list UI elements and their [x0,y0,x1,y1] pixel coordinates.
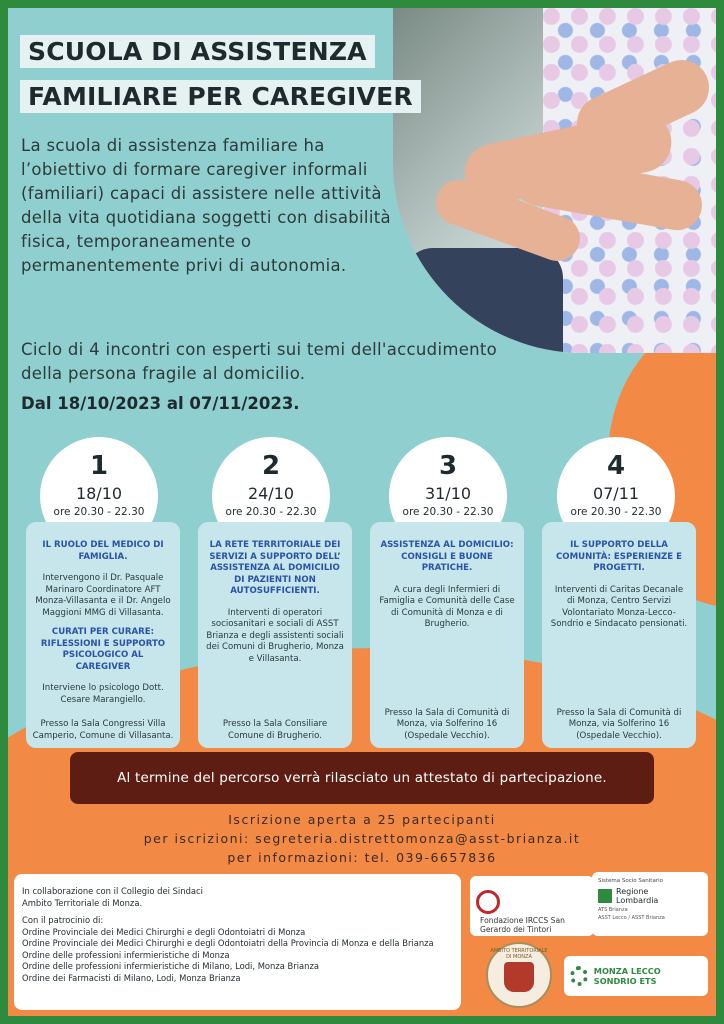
registration-phone[interactable]: per informazioni: tel. 039-6657836 [227,850,497,865]
session-3-circle: 3 31/10 ore 20.30 - 22.30 [389,437,507,555]
cycle-text: Ciclo di 4 incontri con esperti sui temi dell'accudimento della persona fragile al domicilio. [21,340,498,383]
session-3-card: ASSISTENZA AL DOMICILIO: CONSIGLI E BUONE PRATICHE. A cura degli Infermieri di Famiglia e Comunità delle Case di Comunità di Monza e di Brugherio. Presso la Sala di Comunità di Monza, via Solferino 16 (Ospedale Vecchio). [370,522,524,748]
patron-item: Ordine dei Farmacisti di Milano, Lodi, Monza Brianza [22,972,241,983]
session-1-circle: 1 18/10 ore 20.30 - 22.30 [40,437,158,555]
ambito-territoriale-seal: AMBITO TERRITORIALE DI MONZA [480,940,556,1010]
crown-icon [504,962,534,992]
patron-item: Ordine Provinciale dei Medici Chirurghi e degli Odontoiatri della Provincia di Monza e della Brianza [22,938,434,948]
irccs-logo: Fondazione IRCCS San Gerardo dei Tintori [470,876,594,936]
regione-lombardia-icon [598,889,612,903]
certificate-banner: Al termine del percorso verrà rilasciato un attestato di partecipazione. [70,752,654,804]
date-range: Dal 18/10/2023 al 07/11/2023. [21,394,300,413]
session-2-circle: 2 24/10 ore 20.30 - 22.30 [212,437,330,555]
patron-item: Ordine delle professioni infermieristiche di Monza [22,949,230,960]
patron-item: Ordine Provinciale dei Medici Chirurghi e degli Odontoiatri di Monza [22,926,306,937]
csv-gear-icon [570,966,588,986]
intro-text: La scuola di assistenza familiare ha l’obiettivo di formare caregiver informali (familiari) capaci di assistere nelle attività della vita quotidiana soggetti con disabilità fisica, temporaneamente o permanentemente privi di autonomia. [21,136,391,275]
session-4-circle: 4 07/11 ore 20.30 - 22.30 [557,437,675,555]
session-1-card: IL RUOLO DEL MEDICO DI FAMIGLIA. Intervengono il Dr. Pasquale Marinaro Coordinatore AFT Monza-Villasanta e il Dr. Angelo Maggioni MMG di Villasanta. CURATI PER CURARE: RIFLESSIONI E SUPPORTO PSICOLOGICO AL CAREGIVER Interviene lo psicologo Dott. Cesare Marangiello. Presso la Sala Congressi Villa Camperio, Comune di Villasanta. [26,522,180,748]
regione-lombardia-logo: Sistema Socio Sanitario Regione Lombardia ATS Brianza ASST Lecco / ASST Brianza [592,872,708,936]
irccs-mark-icon [476,890,500,914]
registration-capacity: Iscrizione aperta a 25 partecipanti [228,812,496,827]
poster [8,8,716,1016]
title-line-1: SCUOLA DI ASSISTENZA [20,35,375,68]
hands-photo [393,8,716,353]
csv-logo: MONZA LECCO SONDRIO ETS [564,956,708,996]
patron-item: Ordine delle professioni infermieristiche di Milano, Lodi, Monza Brianza [22,961,320,971]
collaboration-box: In collaborazione con il Collegio dei Sindaci Ambito Territoriale di Monza. Con il patrocinio di: Ordine Provinciale dei Medici Chirurghi e degli Odontoiatri di Monza Ordine Provinciale dei Medici Chirurghi e degli Odontoiatri della Provincia di Monza e della Brianza Ordine delle professioni infermieristiche di Monza Ordine delle professioni infermieristiche di Milano, Lodi, Monza Brianza Ordine dei Farmacisti di Milano, Lodi, Monza Brianza [14,874,461,1010]
title-line-2: FAMILIARE PER CAREGIVER [20,80,421,113]
session-4-card: IL SUPPORTO DELLA COMUNITÀ: ESPERIENZE E PROGETTI. Interventi di Caritas Decanale di Monza, Centro Servizi Volontariato Monza-Lecco-Sondrio e Sindacato pensionati. Presso la Sala di Comunità di Monza, via Solferino 16 (Ospedale Vecchio). [542,522,696,748]
session-2-card: LA RETE TERRITORIALE DEI SERVIZI A SUPPORTO DELL’ ASSISTENZA AL DOMICILIO DI PAZIENTI NON AUTOSUFFICIENTI. Interventi di operatori sociosanitari e sociali di ASST Brianza e degli assistenti sociali dei Comuni di Brugherio, Monza e Villasanta. Presso la Sala Consiliare Comune di Brugherio. [198,522,352,748]
registration-email[interactable]: per iscrizioni: segreteria.distrettomonza@asst-brianza.it [143,831,581,846]
